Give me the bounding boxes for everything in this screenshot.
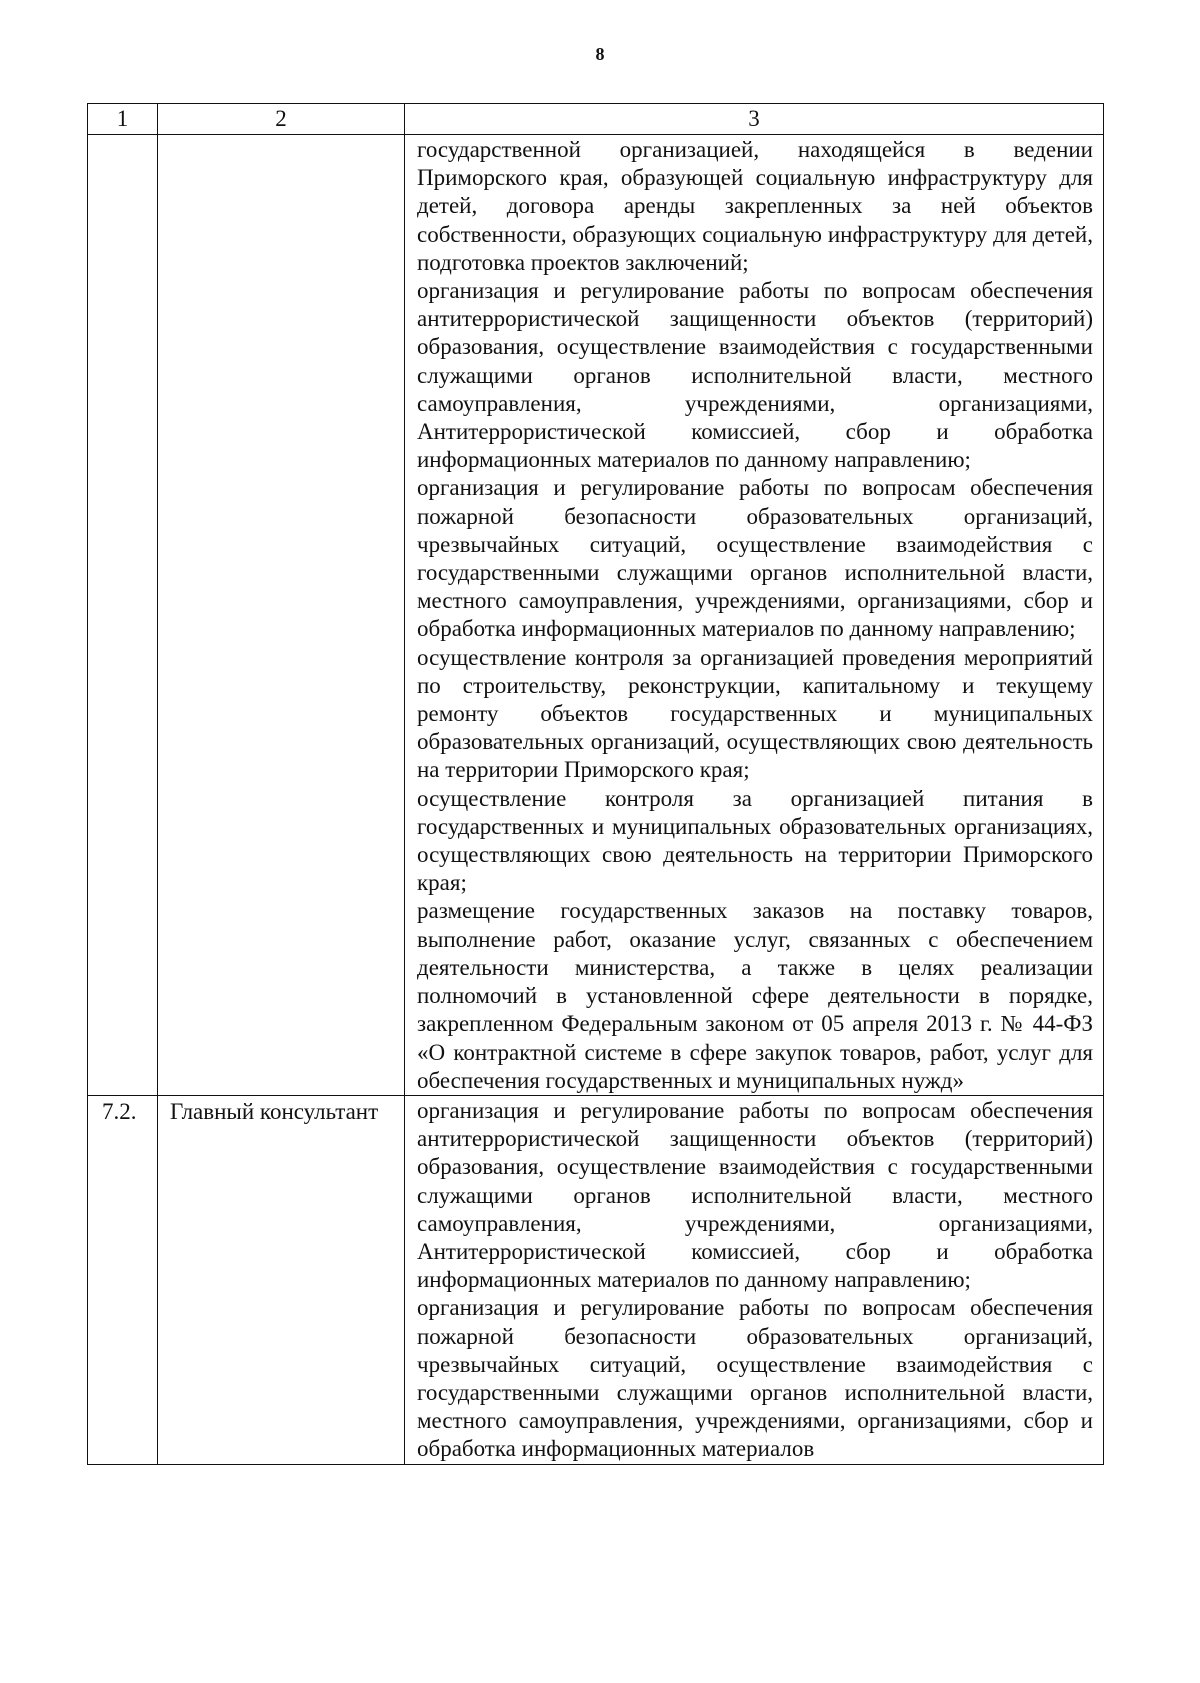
column-header-3: 3 [405,104,1104,135]
column-header-1: 1 [88,104,158,135]
duties-cell [405,135,1104,1096]
table-row [88,135,1104,1096]
row-number: 7.2. [88,1095,158,1464]
duties-cell [405,1095,1104,1464]
table-header-row [88,104,1104,135]
duty-item: размещение государственных заказов на поставку товаров, выполнение работ, оказание услуг, связанных с обеспечением деятельности министерства, а также в целях реализации полномочий в установленной сфере деятельности в порядке, закрепленном Федеральным законом от 05 апреля 2013 г. № 44-ФЗ «О контрактной системе в сфере закупок товаров, работ, услуг для обеспечения государственных и муниципальных нужд» [417,898,1093,1093]
duties-table [87,103,1104,1465]
duty-item: осуществление контроля за организацией проведения мероприятий по строительству, реконструкции, капитальному и текущему ремонту объектов государственных и муниципальных образовательных организаций, осуществляющих свою деятельность на территории Приморского края; [417,644,1093,783]
duty-item: организация и регулирование работы по вопросам обеспечения антитеррористической защищенности объектов (территорий) образования, осуществление взаимодействия с государственными служащими органов исполнительной власти, местного самоуправления, учреждениями, организациями, Антитеррористической комиссией, сбор и обработка информационных материалов по данному направлению; [417,278,1093,473]
position-title [158,135,405,1096]
position-title: Главный консультант [158,1095,405,1464]
table-row [88,1095,1104,1464]
page-number: 8 [595,44,605,64]
row-number [88,135,158,1096]
duty-item: государственной организацией, находящейся в ведении Приморского края, образующей социальную инфраструктуру для детей, договора аренды закрепленных за ней объектов собственности, образующих социальную инфраструктуру для детей, подготовка проектов заключений; [417,137,1093,275]
duty-item: организация и регулирование работы по вопросам обеспечения пожарной безопасности образовательных организаций, чрезвычайных ситуаций, осуществление взаимодействия с государственными служащими органов исполнительной власти, местного самоуправления, учреждениями, организациями, сбор и обработка информационных материалов по данному направлению; [417,475,1093,642]
duty-item: осуществление контроля за организацией питания в государственных и муниципальных образовательных организациях, осуществляющих свою деятельность на территории Приморского края; [417,785,1093,896]
column-header-2: 2 [158,104,405,135]
duty-item: организация и регулирование работы по вопросам обеспечения антитеррористической защищенности объектов (территорий) образования, осуществление взаимодействия с государственными служащими органов исполнительной власти, местного самоуправления, учреждениями, организациями, Антитеррористической комиссией, сбор и обработка информационных материалов по данному направлению; [417,1097,1093,1293]
duty-item: организация и регулирование работы по вопросам обеспечения пожарной безопасности образовательных организаций, чрезвычайных ситуаций, осуществление взаимодействия с государственными служащими органов исполнительной власти, местного самоуправления, учреждениями, организациями, сбор и обработка информационных материалов [417,1295,1093,1462]
